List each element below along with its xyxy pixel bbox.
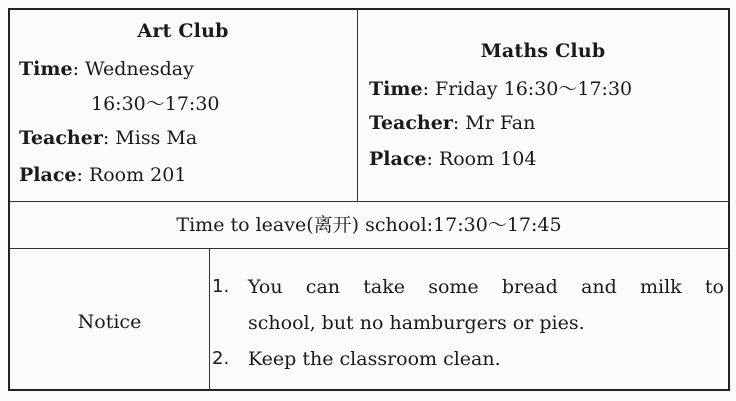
notice-label-cell (10, 249, 209, 389)
art-club-time (19, 52, 194, 86)
leave-time-row: Time to leave(离开) school:17:30〜17:45 (176, 214, 562, 236)
word: You (248, 276, 283, 298)
word: to (704, 276, 724, 298)
maths-club-teacher (369, 106, 535, 140)
word: take (363, 276, 405, 298)
art-club-cell (10, 14, 356, 200)
word: milk (640, 276, 682, 298)
art-club-title: Art Club (137, 20, 229, 42)
notice-item-1 (210, 269, 724, 341)
art-club-time-label: Time (19, 58, 73, 80)
notice-content-cell (210, 269, 724, 377)
art-club-time-sep: : (72, 58, 79, 80)
notice-item-1-line-2: school, but no hamburgers or pies. (248, 312, 585, 334)
art-club-place-sep: : (76, 164, 83, 186)
notice-item-1-number: 1. (212, 276, 230, 297)
maths-club-place (369, 142, 536, 176)
maths-club-cell (358, 14, 728, 200)
maths-club-time-label: Time (369, 78, 423, 100)
art-club-place-label: Place (19, 164, 77, 186)
notice-label: Notice (77, 311, 142, 333)
maths-club-teacher-label: Teacher (369, 112, 453, 134)
word: can (305, 276, 341, 298)
art-club-teacher-sep: : (102, 127, 110, 149)
art-club-place (19, 158, 186, 192)
notice-item-2-number: 2. (212, 348, 230, 369)
maths-club-time-value: Friday 16:30〜17:30 (435, 78, 633, 100)
maths-club-teacher-sep: : (452, 112, 460, 134)
maths-club-teacher-name: Mr Fan (465, 112, 536, 134)
art-club-time-day: Wednesday (85, 58, 194, 80)
art-club-teacher (19, 121, 197, 155)
art-club-teacher-label: Teacher (19, 127, 103, 149)
notice-item-1-line-1 (248, 269, 724, 305)
art-club-teacher-name: Miss Ma (115, 127, 198, 149)
art-club-time-hours: 16:30〜17:30 (91, 93, 220, 115)
art-club-place-value: Room 201 (88, 164, 187, 186)
word: bread (501, 276, 558, 298)
maths-club-place-label: Place (369, 148, 427, 170)
row-divider-clubs (9, 201, 729, 202)
word: and (581, 276, 617, 298)
maths-club-time-sep: : (422, 78, 429, 100)
notice-item-2 (210, 341, 724, 377)
maths-club-title: Maths Club (480, 40, 606, 62)
maths-club-place-sep: : (426, 148, 433, 170)
maths-club-place-value: Room 104 (438, 148, 537, 170)
maths-club-time (369, 72, 632, 106)
word: some (428, 276, 479, 298)
notice-item-2-line-1: Keep the classroom clean. (248, 348, 501, 370)
